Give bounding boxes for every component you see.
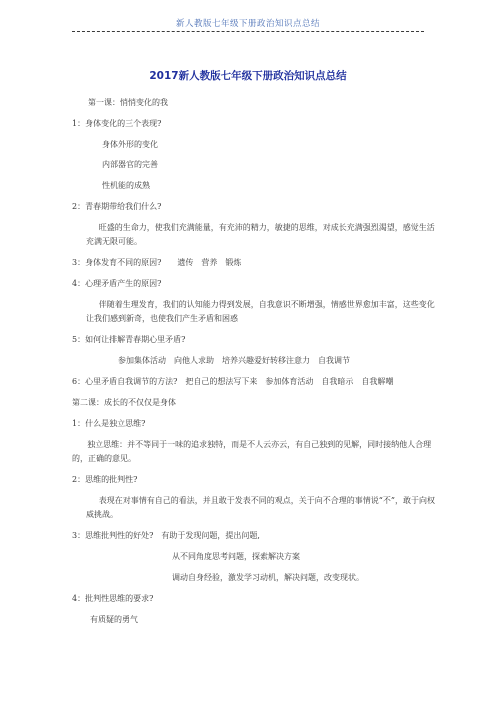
document-title: 2017新人教版七年级下册政治知识点总结 — [149, 70, 347, 82]
question: 3：身体发育不同的原因? 遗传 营养 锻炼 — [72, 258, 242, 267]
answer-item: 内部器官的完善 — [102, 160, 158, 169]
answer-item: 从不同角度思考问题，探索解决方案 — [172, 552, 300, 561]
question: 6：心里矛盾自我调节的方法? 把自己的想法写下来 参加体育活动 自我暗示 自我解嘲 — [72, 377, 394, 386]
question: 3：思维批判性的好处? 有助于发现问题，提出问题, — [72, 531, 260, 540]
answer-item: 身体外形的变化 — [102, 140, 158, 149]
answer-paragraph: 表现在对事情有自己的看法，并且敢于发表不同的观点，关于向不合理的事情说“不”，敢于向权威挑战。 — [86, 496, 435, 519]
answer-paragraph: 伴随着生理发育，我们的认知能力得到发展，自我意识不断增强，情感世界愈加丰富，这些变化让我们感到新奇，也使我们产生矛盾和困惑 — [86, 300, 435, 323]
answer-paragraph: 独立思维：并不等同于一味的追求独特，而是不人云亦云，有自己独到的见解，同时接纳他人合理的，正确的意见。 — [72, 440, 432, 463]
question: 5：如何让排解青春期心里矛盾? — [72, 335, 186, 344]
answer-paragraph: 旺盛的生命力，使我们充满能量，有充沛的精力，敏捷的思维，对成长充满强烈渴望，感觉生活充满无限可能。 — [86, 223, 435, 246]
question: 4：心理矛盾产生的原因? — [72, 279, 162, 288]
lesson-heading: 第二课：成长的不仅仅是身体 — [72, 398, 176, 407]
question: 1：身体变化的三个表现? — [72, 119, 162, 128]
header-divider — [72, 31, 424, 32]
question: 2：思维的批判性? — [72, 475, 138, 484]
lesson-heading: 第一课：悄悄变化的我 — [88, 98, 168, 107]
page-header: 新人教版七年级下册政治知识点总结 — [175, 19, 320, 29]
answer-item: 调动自身经验，激发学习动机，解决问题，改变现状。 — [172, 573, 364, 582]
question: 4：批判性思维的要求? — [72, 594, 154, 603]
question: 2：青春期带给我们什么? — [72, 202, 162, 211]
question: 1：什么是独立思维? — [72, 419, 146, 428]
answer-item: 有质疑的勇气 — [90, 615, 138, 624]
answer-item: 参加集体活动 向他人求助 培养兴趣爱好转移注意力 自我调节 — [118, 356, 350, 365]
answer-item: 性机能的成熟 — [102, 181, 150, 190]
